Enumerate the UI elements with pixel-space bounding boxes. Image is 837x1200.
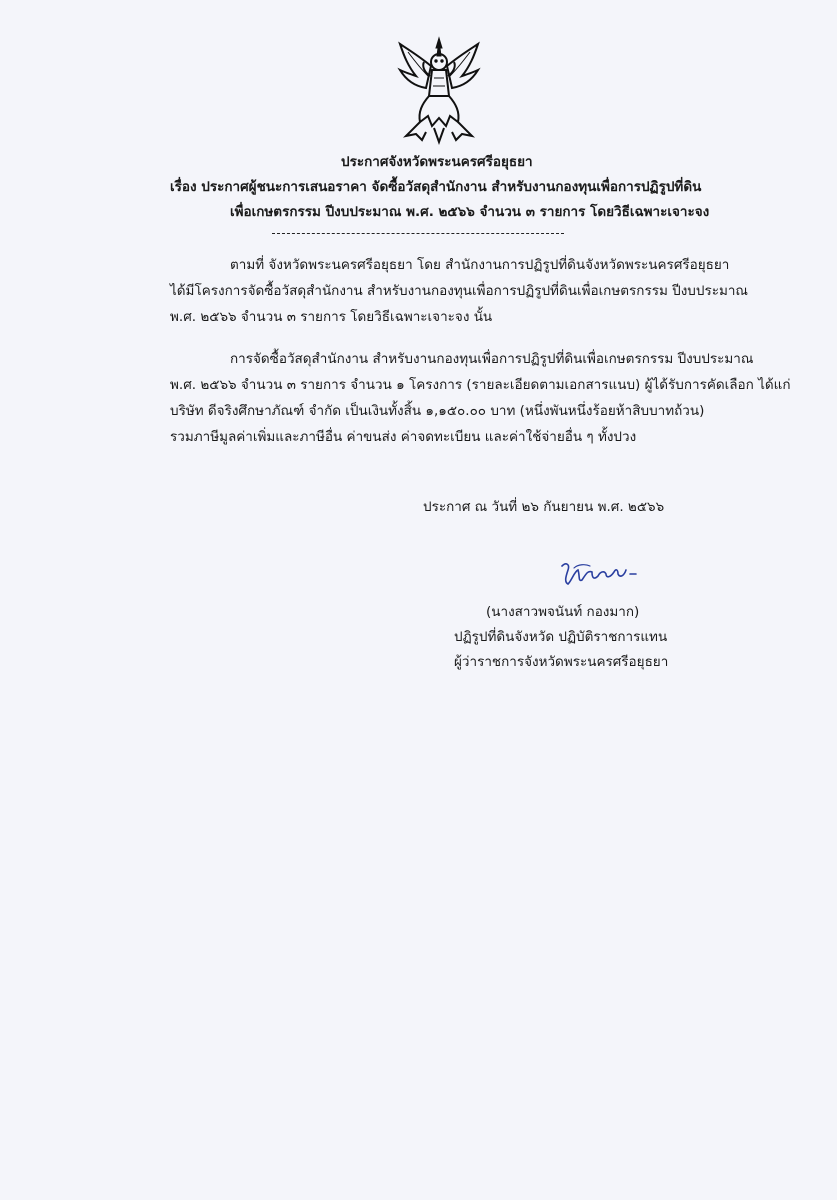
paragraph-2-line-4: รวมภาษีมูลค่าเพิ่มและภาษีอื่น ค่าขนส่ง ค่าจดทะเบียน และค่าใช้จ่ายอื่น ๆ ทั้งปวง [170, 429, 637, 445]
subject-line-2: เพื่อเกษตรกรรม ปีงบประมาณ พ.ศ. ๒๕๖๖ จำนวน ๓ รายการ โดยวิธีเฉพาะเจาะจง [230, 204, 710, 220]
garuda-emblem-icon [394, 36, 484, 146]
subject-line-1: เรื่อง ประกาศผู้ชนะการเสนอราคา จัดซื้อวัสดุสำนักงาน สำหรับงานกองทุนเพื่อการปฏิรูปที่ดิน [170, 179, 702, 195]
paragraph-1-line-1: ตามที่ จังหวัดพระนครศรีอยุธยา โดย สำนักงานการปฏิรูปที่ดินจังหวัดพระนครศรีอยุธยา [230, 257, 730, 273]
paragraph-2-line-3: บริษัท ดีจริงศึกษาภัณฑ์ จำกัด เป็นเงินทั้งสิ้น ๑,๑๕๐.๐๐ บาท (หนึ่งพันหนึ่งร้อยห้าสิบบาทถ้วน) [170, 403, 705, 419]
announcement-date: ประกาศ ณ วันที่ ๒๖ กันยายน พ.ศ. ๒๕๖๖ [423, 499, 665, 515]
paragraph-1-line-2: ได้มีโครงการจัดซื้อวัสดุสำนักงาน สำหรับงานกองทุนเพื่อการปฏิรูปที่ดินเพื่อเกษตรกรรม ปีงบประมาณ [170, 283, 748, 299]
announcement-title: ประกาศจังหวัดพระนครศรีอยุธยา [341, 154, 533, 170]
signer-position-1: ปฏิรูปที่ดินจังหวัด ปฏิบัติราชการแทน [454, 629, 668, 645]
signer-name: (นางสาวพจนันท์ กองมาก) [486, 604, 640, 620]
signer-position-2: ผู้ว่าราชการจังหวัดพระนครศรีอยุธยา [454, 654, 669, 670]
paragraph-1-line-3: พ.ศ. ๒๕๖๖ จำนวน ๓ รายการ โดยวิธีเฉพาะเจาะจง นั้น [170, 309, 493, 325]
handwritten-signature [556, 558, 651, 590]
header-divider [272, 233, 564, 234]
paragraph-2-line-1: การจัดซื้อวัสดุสำนักงาน สำหรับงานกองทุนเพื่อการปฏิรูปที่ดินเพื่อเกษตรกรรม ปีงบประมาณ [230, 351, 754, 367]
paragraph-2-line-2: พ.ศ. ๒๕๖๖ จำนวน ๓ รายการ จำนวน ๑ โครงการ (รายละเอียดตามเอกสารแนบ) ผู้ได้รับการคัดเลือก ได้แก่ [170, 377, 791, 393]
